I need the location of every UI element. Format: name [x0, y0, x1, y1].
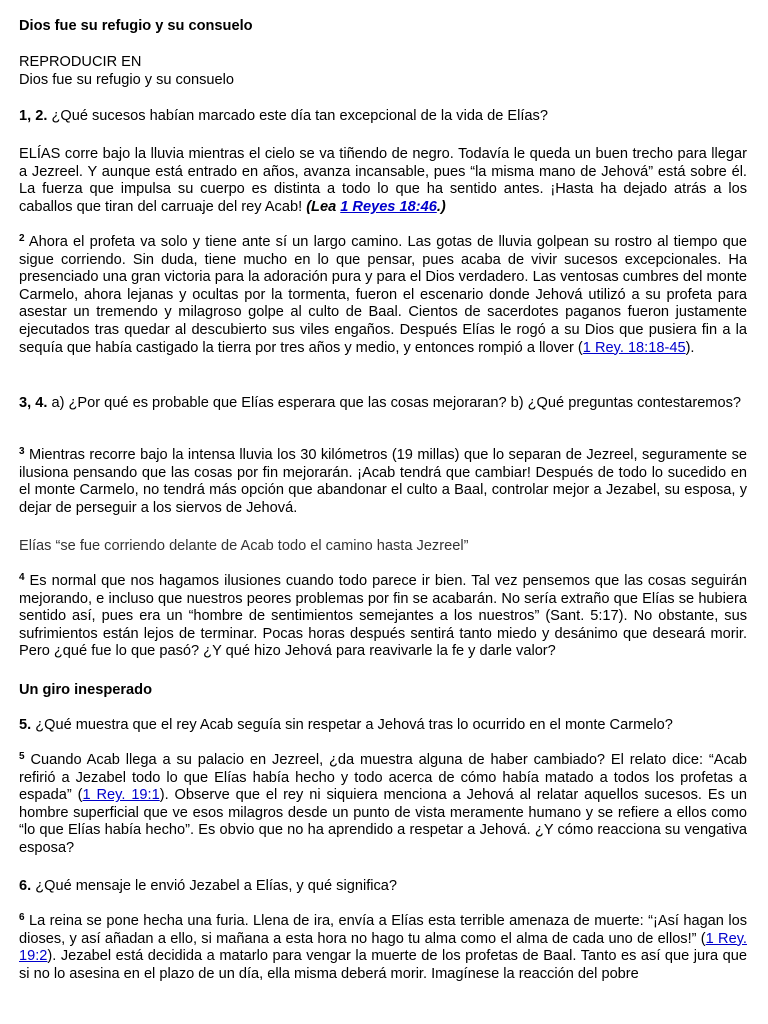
scripture-link[interactable]: 1 Reyes 18:46: [340, 198, 437, 215]
paragraph-number: 5: [19, 751, 25, 762]
question-6: [19, 878, 747, 896]
section-subheading: Un giro inesperado: [19, 682, 152, 698]
paragraph-5: [19, 752, 747, 858]
question-number: 3, 4.: [19, 395, 48, 411]
question-1-2: [19, 108, 747, 126]
image-caption: Elías “se fue corriendo delante de Acab todo el camino hasta Jezreel”: [19, 538, 469, 554]
paragraph-number: 6: [19, 912, 25, 923]
question-text: ¿Qué mensaje le envió Jezabel a Elías, y qué significa?: [31, 878, 398, 894]
reproduce-title: Dios fue su refugio y su consuelo: [19, 71, 234, 88]
paragraph-text: Es normal que nos hagamos ilusiones cuando todo parece ir bien. Tal vez pensemos que las cosas seguirán mejorando, e incluso que nuestros peores problemas por fin se acabarán. No sería extraño que Elías se hubiera sentido así, pues era un “hombre de sentimientos semejantes a los nuestros” (Sant. 5:17). No obstante, sus sufrimientos están lejos de terminar. Pocas horas después sentirá tanto miedo y desánimo que deseará morir. Pero ¿qué fue lo que pasó? ¿Y qué hizo Jehová para reavivarle la fe y darle valor?: [19, 573, 747, 660]
paragraph-end: ). Observe que el rey ni siquiera menciona a Jehová al relatar aquellos sucesos. Es un hombre superficial que ve esos milagros desde un punto de vista meramente humano y se refiere a ellos como “lo que Elías había hecho”. Es obvio que no ha aprendido a respetar a Jehová. ¿Y cómo reacciona su vengativa esposa?: [19, 787, 748, 856]
question-number: 1, 2.: [19, 108, 48, 124]
reproduce-block: [19, 54, 747, 89]
paragraph-number: 3: [19, 446, 25, 457]
question-text: ¿Qué sucesos habían marcado este día tan excepcional de la vida de Elías?: [47, 108, 548, 124]
paragraph-4: [19, 573, 747, 661]
paragraph-3: [19, 447, 747, 517]
paragraph-text: La reina se pone hecha una furia. Llena de ira, envía a Elías esta terrible amenaza de muerte: “¡Así hagan los dioses, y así añadan a ello, si mañana a esta hora no hago tu alma como el alma de cada uno de ellos!” (: [19, 913, 747, 947]
document-title: Dios fue su refugio y su consuelo: [19, 18, 253, 34]
question-text: ¿Qué muestra que el rey Acab seguía sin respetar a Jehová tras lo ocurrido en el monte Carmelo?: [31, 717, 673, 733]
paragraph-1: [19, 146, 747, 216]
question-5: [19, 717, 747, 735]
paragraph-number: 4: [19, 572, 25, 583]
paragraph-2: [19, 234, 747, 357]
paragraph-end: ).: [685, 339, 695, 356]
paragraph-number: 2: [19, 233, 25, 244]
paragraph-text: Cuando Acab llega a su palacio en Jezreel, ¿da muestra alguna de haber cambiado? El relato dice: “Acab refirió a Jezabel todo lo que Elías había hecho y todo acerca de cómo había matado a todos los profetas a espada” (: [19, 752, 747, 804]
paragraph-text: ELÍAS corre bajo la lluvia mientras el cielo se va tiñendo de negro. Todavía le queda un buen trecho para llegar a Jezreel. Y aunque está entrado en años, avanza incansable, pues “la misma mano de Jehová” está sobre él. La fuerza que impulsa su cuerpo es distinta a todo lo que ha sentido antes. ¡Hasta ha dejado atrás a los caballos que tiran del carruaje del rey Acab!: [19, 146, 747, 215]
question-3-4: [19, 395, 747, 413]
question-number: 6.: [19, 878, 32, 894]
scripture-link[interactable]: 1 Rey. 18:18-45: [582, 339, 686, 356]
reproduce-label[interactable]: REPRODUCIR EN: [19, 54, 142, 70]
paragraph-end: ). Jezabel está decidida a matarlo para vengar la muerte de los profetas de Baal. Tanto es así que jura que si no lo asesina en el plazo de un día, ella misma deberá morir. Imagínese la reacción del pobre: [19, 948, 747, 982]
question-number: 5.: [19, 717, 32, 733]
paragraph-text: Ahora el profeta va solo y tiene ante sí un largo camino. Las gotas de lluvia golpean su rostro al tiempo que sigue corriendo. Sin duda, tiene mucho en lo que pensar, pues acaba de vivir sucesos excepcionales. Ha presenciado una gran victoria para la adoración pura y para el Dios verdadero. Las ventosas cumbres del monte Carmelo, ahora lejanas y ocultas por la tormenta, fueron el escenario donde Jehová utilizó a su profeta para asestar un tremendo y milagroso golpe al culto de Baal. Cientos de sacerdotes paganos fueron justamente ejecutados tras quedar al descubierto sus viles engaños. Después Elías le rogó a su Dios que pusiera fin a la sequía que había castigado la tierra por tres años y medio, y entonces rompió a llover (: [19, 234, 747, 356]
paragraph-6: [19, 913, 747, 983]
lea-close: .): [436, 198, 446, 215]
scripture-link[interactable]: 1 Rey. 19:1: [82, 787, 160, 804]
lea-open: (Lea: [306, 198, 341, 215]
paragraph-text: Mientras recorre bajo la intensa lluvia los 30 kilómetros (19 millas) que lo separan de Jezreel, seguramente se ilusiona pensando que las cosas por fin mejorarán. ¡Acab tendrá que cambiar! Después de todo lo sucedido en el monte Carmelo, no tendrá más opción que abandonar el culto a Baal, controlar mejor a Jezabel, su esposa, y dejar de perseguir a los siervos de Jehová.: [19, 447, 747, 516]
scripture-link[interactable]: 1 Rey. 19:2: [19, 930, 747, 965]
question-text: a) ¿Por qué es probable que Elías esperara que las cosas mejoraran? b) ¿Qué preguntas contestaremos?: [47, 395, 741, 411]
